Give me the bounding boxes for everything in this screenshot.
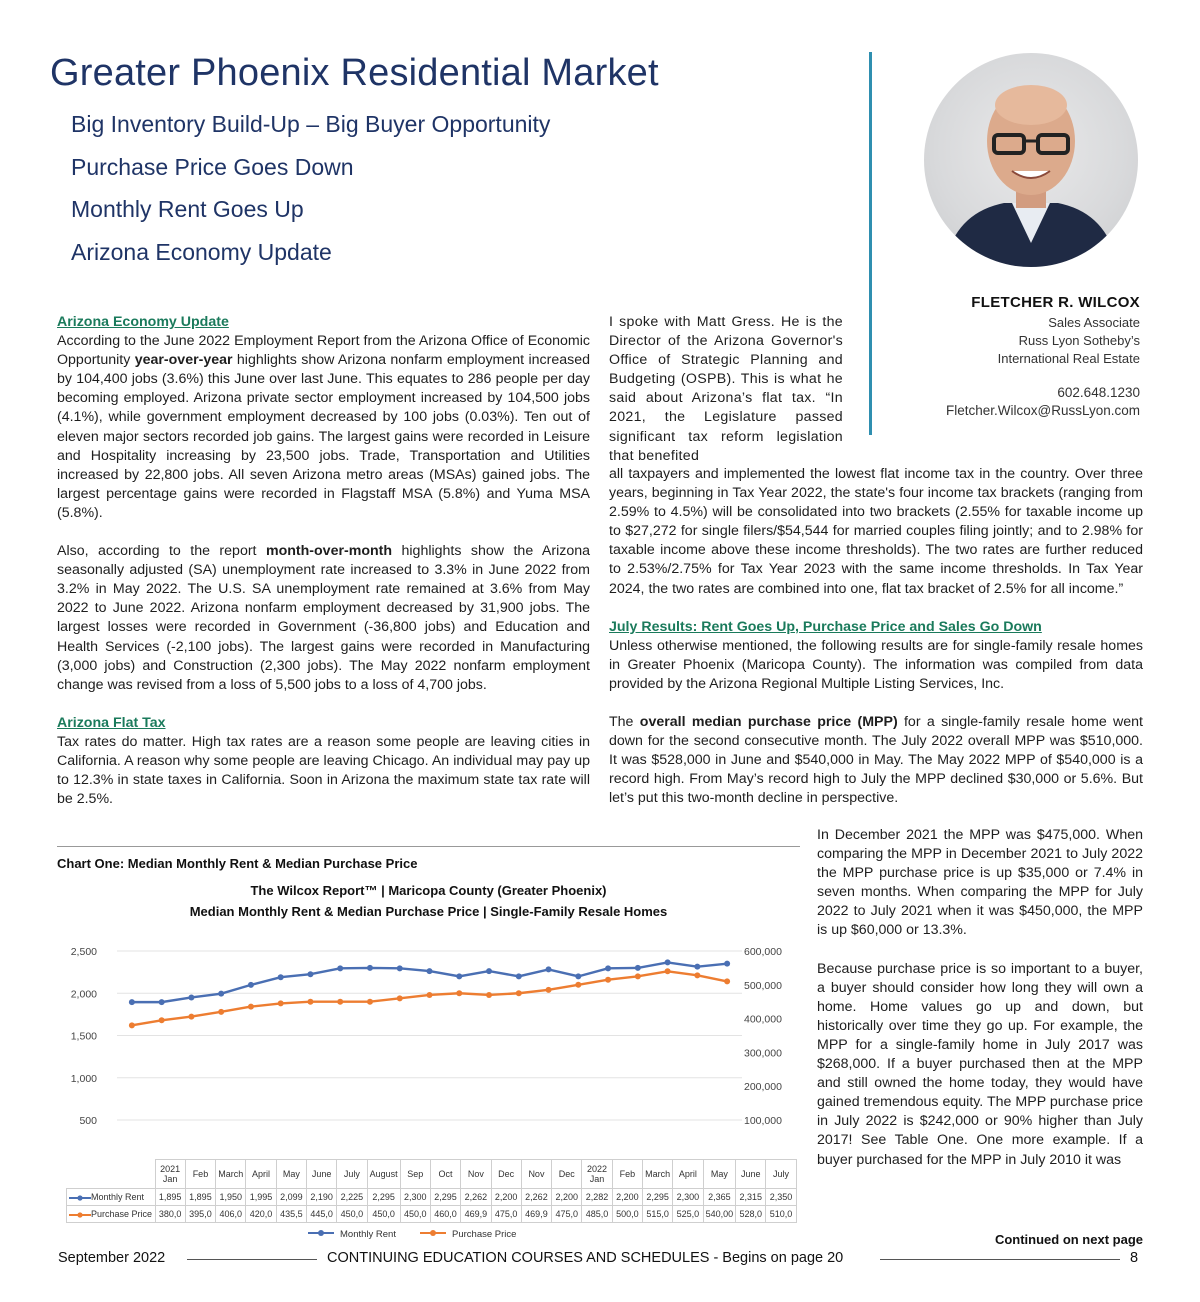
chart-title: The Wilcox Report™ | Maricopa County (Greater Phoenix) <box>250 883 607 898</box>
data-point-monthly-rent <box>605 965 611 971</box>
table-cell: 469,9 <box>521 1206 551 1223</box>
table-cell: 1,995 <box>246 1189 276 1206</box>
section-heading-economy[interactable]: Arizona Economy Update <box>57 314 229 330</box>
table-category-header: July <box>337 1160 367 1189</box>
data-point-monthly-rent <box>188 994 194 1000</box>
table-category-header: June <box>306 1160 336 1189</box>
emphasis-month-over-month: month-over-month <box>265 543 393 560</box>
data-point-monthly-rent <box>397 965 403 971</box>
series-swatch <box>69 1194 91 1202</box>
table-category-header: April <box>246 1160 276 1189</box>
table-cell: 420,0 <box>246 1206 276 1223</box>
table-cell: 450,0 <box>337 1206 367 1223</box>
data-point-monthly-rent <box>367 965 373 971</box>
table-category-header: Sep <box>400 1160 430 1189</box>
table-cell: 510,0 <box>766 1206 796 1223</box>
table-category-header: Dec <box>491 1160 521 1189</box>
data-point-monthly-rent <box>516 973 522 979</box>
data-point-purchase-price <box>724 978 730 984</box>
table-cell: 2,295 <box>430 1189 460 1206</box>
chart-data-table <box>66 1159 797 1223</box>
footer-center-link[interactable]: CONTINUING EDUCATION COURSES AND SCHEDULES - Begins on page 20 <box>327 1250 844 1266</box>
data-point-purchase-price <box>248 1004 254 1010</box>
data-point-purchase-price <box>456 990 462 996</box>
paragraph-tax-quote: all taxpayers and implemented the lowest flat income tax in the country. Over three years, beginning in Tax Year 2022, the state's four income tax brackets (ranging from 2.59% to 4.5%) will be consolidated into two brackets (2.55% for taxable income up to $27,272 for single filers/$54,544 for married couples filing jointly; and to 2.98% for taxable income above these income thresholds). The two rates are further reduced to 2.53%/2.75% for Tax Year 2023 with the same income thresholds. In Tax Year 2024, the two rates are combined into one, flat tax bracket of 2.5% for all income.” <box>609 466 1143 597</box>
right-column-bottom <box>817 826 1143 1170</box>
data-point-monthly-rent <box>575 973 581 979</box>
left-axis-tick: 2,000 <box>70 988 97 1001</box>
data-point-monthly-rent <box>129 999 135 1005</box>
series-line-purchase-price <box>132 971 727 1025</box>
legend-marker <box>430 1230 436 1236</box>
table-corner <box>67 1160 156 1189</box>
table-cell: 528,0 <box>736 1206 766 1223</box>
table-category-header: Nov <box>461 1160 491 1189</box>
data-point-purchase-price <box>546 987 552 993</box>
table-cell: 2,225 <box>337 1189 367 1206</box>
data-point-purchase-price <box>694 972 700 978</box>
table-category-header: April <box>673 1160 703 1189</box>
right-axis-tick: 500,000 <box>744 979 782 992</box>
series-swatch <box>69 1211 91 1219</box>
data-point-purchase-price <box>665 968 671 974</box>
paragraph-text: Also, according to the report <box>57 543 266 560</box>
data-point-purchase-price <box>427 992 433 998</box>
data-point-purchase-price <box>516 990 522 996</box>
table-category-header: Feb <box>185 1160 215 1189</box>
table-cell: 469,9 <box>461 1206 491 1223</box>
table-cell: 485,0 <box>582 1206 612 1223</box>
data-point-purchase-price <box>129 1022 135 1028</box>
data-point-monthly-rent <box>724 961 730 967</box>
table-cell: 435,5 <box>276 1206 306 1223</box>
data-point-monthly-rent <box>337 965 343 971</box>
left-axis-tick: 500 <box>79 1115 97 1127</box>
table-cell: 2,262 <box>461 1189 491 1206</box>
table-category-header: 2022 Jan <box>582 1160 612 1189</box>
table-category-header: August <box>367 1160 400 1189</box>
left-axis-tick: 1,500 <box>70 1030 97 1043</box>
contact-phone[interactable]: 602.648.1230 <box>1057 385 1140 400</box>
paragraph-text: According to the June 2022 Employment Report from the Arizona Office of Economic Opportunity <box>57 333 590 369</box>
contact-role: Sales Associate <box>1048 315 1140 330</box>
chart-subtitle: Median Monthly Rent & Median Purchase Price | Single-Family Resale Homes <box>189 904 668 919</box>
paragraph-text: highlights show Arizona nonfarm employment increased by 104,400 jobs (3.6%) this June over last June. This equates to 286 people per day becoming employed. Arizona private sector employment increased by 104,500 jobs (4.1%), while government employment decreased by 100 jobs (0.03%). Ten out of eleven major sectors recorded job gains. The largest gains were recorded in Leisure and Hospitality increasing by 23,500 jobs. Trade, Transportation and Utilities increased by 22,800 jobs. All seven Arizona metro areas (MSAs) gained jobs. The largest percentage gains were recorded in Flagstaff MSA (5.8%) and Yuma MSA (5.8%). <box>57 352 590 521</box>
right-axis-tick: 400,000 <box>744 1013 782 1026</box>
table-series-name: Purchase Price <box>91 1209 153 1219</box>
data-point-purchase-price <box>218 1009 224 1015</box>
table-category-header: Feb <box>612 1160 642 1189</box>
table-category-header: 2021 Jan <box>155 1160 185 1189</box>
data-point-monthly-rent <box>218 991 224 997</box>
table-category-header: June <box>736 1160 766 1189</box>
paragraph-text: for a single-family resale home went down for the second consecutive month. The July 2022 overall MPP was $510,000. It was $528,000 in June and $540,000 in May. The May 2022 MPP of $540,000 is a record high. From May’s record high to July the MPP declined $30,000 or 5.6%. But let’s put this two-month decline in perspective. <box>609 714 1143 807</box>
table-cell: 450,0 <box>367 1206 400 1223</box>
table-cell: 2,262 <box>521 1189 551 1206</box>
section-heading-july-results[interactable]: July Results: Rent Goes Up, Purchase Price and Sales Go Down <box>609 618 1042 635</box>
contact-name: FLETCHER R. WILCOX <box>971 294 1140 311</box>
data-point-purchase-price <box>367 999 373 1005</box>
chart-data-table-wrap <box>66 1159 797 1223</box>
table-cell: 450,0 <box>400 1206 430 1223</box>
emphasis-year-over-year: year-over-year <box>134 352 233 369</box>
table-cell: 2,099 <box>276 1189 306 1206</box>
contact-card <box>946 294 1140 418</box>
vertical-divider <box>869 52 872 435</box>
author-photo <box>924 53 1138 267</box>
data-point-purchase-price <box>307 999 313 1005</box>
data-point-purchase-price <box>188 1014 194 1020</box>
table-series-label <box>67 1189 156 1206</box>
table-cell: 500,0 <box>612 1206 642 1223</box>
page-number: 8 <box>1130 1250 1139 1266</box>
data-point-purchase-price <box>397 995 403 1001</box>
data-point-monthly-rent <box>486 968 492 974</box>
data-point-monthly-rent <box>159 999 165 1005</box>
data-point-monthly-rent <box>665 959 671 965</box>
left-axis-tick: 1,000 <box>70 1072 97 1085</box>
paragraph-text: The <box>609 714 640 731</box>
table-cell: 475,0 <box>491 1206 521 1223</box>
legend-marker <box>318 1230 324 1236</box>
data-point-monthly-rent <box>307 971 313 977</box>
legend-label: Purchase Price <box>452 1229 517 1240</box>
table-cell: 2,300 <box>400 1189 430 1206</box>
table-category-header: March <box>216 1160 246 1189</box>
table-cell: 2,295 <box>642 1189 672 1206</box>
table-cell: 2,365 <box>703 1189 736 1206</box>
contact-company-2: International Real Estate <box>997 351 1140 366</box>
table-category-header: Nov <box>521 1160 551 1189</box>
contact-company-1: Russ Lyon Sotheby’s <box>1018 333 1140 348</box>
table-cell: 2,190 <box>306 1189 336 1206</box>
table-cell: 460,0 <box>430 1206 460 1223</box>
table-category-header: Oct <box>430 1160 460 1189</box>
table-cell: 380,0 <box>155 1206 185 1223</box>
subhead-monthly-rent: Monthly Rent Goes Up <box>71 196 304 222</box>
table-cell: 395,0 <box>185 1206 215 1223</box>
chart-legend <box>300 1224 560 1242</box>
data-point-purchase-price <box>575 982 581 988</box>
table-cell: 2,200 <box>491 1189 521 1206</box>
table-series-name: Monthly Rent <box>91 1192 145 1202</box>
section-heading-flat-tax[interactable]: Arizona Flat Tax <box>57 714 166 731</box>
footer-date: September 2022 <box>58 1250 166 1266</box>
right-column-main <box>609 465 1143 809</box>
paragraph-mpp-comparison: In December 2021 the MPP was $475,000. When comparing the MPP in December 2021 to July 2022 the MPP purchase price is up $35,000 or 7.4% in seven months. When comparing the MPP for July 2022 to July 2021 when it was $450,000, the MPP is up $60,000 or 13.3%. <box>817 827 1143 939</box>
data-point-purchase-price <box>337 999 343 1005</box>
table-category-header: July <box>766 1160 796 1189</box>
right-axis-tick: 600,000 <box>744 946 782 958</box>
data-point-monthly-rent <box>278 974 284 980</box>
table-cell: 2,315 <box>736 1189 766 1206</box>
table-cell: 406,0 <box>216 1206 246 1223</box>
footer-rule-left <box>187 1259 317 1260</box>
right-column-top: I spoke with Matt Gress. He is the Director of the Arizona Governor's Office of Strategic Planning and Budgeting (OSPB). This is what he said about Arizona’s flat tax. “In 2021, the Legislature passed significant tax reform legislation that benefited <box>609 314 843 464</box>
table-cell: 2,295 <box>367 1189 400 1206</box>
table-category-header: Dec <box>552 1160 582 1189</box>
data-point-purchase-price <box>159 1017 165 1023</box>
table-cell: 475,0 <box>552 1206 582 1223</box>
table-cell: 2,300 <box>673 1189 703 1206</box>
data-point-monthly-rent <box>546 966 552 972</box>
table-cell: 2,282 <box>582 1189 612 1206</box>
table-cell: 540,00 <box>703 1206 736 1223</box>
footer-rule-right <box>880 1259 1120 1260</box>
left-axis-tick: 2,500 <box>70 946 97 958</box>
table-category-header: May <box>703 1160 736 1189</box>
data-point-monthly-rent <box>456 973 462 979</box>
right-axis-tick: 200,000 <box>744 1081 782 1094</box>
subhead-economy: Arizona Economy Update <box>71 239 332 265</box>
data-point-monthly-rent <box>248 982 254 988</box>
subhead-inventory: Big Inventory Build-Up – Big Buyer Opportunity <box>71 111 551 137</box>
right-axis-tick: 300,000 <box>744 1047 782 1060</box>
subhead-purchase-price: Purchase Price Goes Down <box>71 154 354 180</box>
table-cell: 1,895 <box>185 1189 215 1206</box>
data-point-monthly-rent <box>694 964 700 970</box>
table-category-header: March <box>642 1160 672 1189</box>
table-cell: 445,0 <box>306 1206 336 1223</box>
left-column <box>57 313 590 809</box>
table-cell: 1,895 <box>155 1189 185 1206</box>
table-category-header: May <box>276 1160 306 1189</box>
data-point-purchase-price <box>486 992 492 998</box>
emphasis-mpp: overall median purchase price (MPP) <box>639 714 898 731</box>
table-cell: 515,0 <box>642 1206 672 1223</box>
paragraph-text: highlights show the Arizona seasonally adjusted (SA) unemployment rate increased to 3.3% in June 2022 from 3.2% in May 2022. The U.S. SA unemployment rate remained at 3.6% from May 2022 to June 2022. Arizona nonfarm employment decreased by 31,900 jobs. The largest losses were recorded in Government (-36,800 jobs) and Education and Health Services (-2,100 jobs). The largest gains were recorded in Manufacturing (3,000 jobs) and Construction (2,300 jobs). The May 2022 nonfarm employment change was revised from a loss of 5,500 jobs to a loss of 4,700 jobs. <box>57 543 590 693</box>
data-point-purchase-price <box>605 977 611 983</box>
paragraph-equity: Because purchase price is so important to a buyer, a buyer should consider how long they will own a home. Home values go up and down, but historically over time they go up. For example, the MPP for a single-family home in July 2017 was $268,000. If a buyer purchased then at the MPP and still owned the home today, they would have gained tremendous equity. The MPP purchase price in July 2022 is $242,000 or 90% higher than July 2017! See Table One. One more example. If a buyer purchased for the MPP in July 2010 it was <box>817 960 1143 1168</box>
data-point-purchase-price <box>635 973 641 979</box>
portrait-illustration <box>924 53 1138 267</box>
paragraph-data-source: Unless otherwise mentioned, the following results are for single-family resale homes in Greater Phoenix (Maricopa County). The information was compiled from data provided by the Arizona Regional Multiple Listing Services, Inc. <box>609 637 1143 692</box>
chart-divider <box>57 846 800 847</box>
table-cell: 2,350 <box>766 1189 796 1206</box>
right-axis-tick: 100,000 <box>744 1115 782 1127</box>
table-cell: 2,200 <box>612 1189 642 1206</box>
data-point-monthly-rent <box>427 968 433 974</box>
data-point-monthly-rent <box>635 965 641 971</box>
data-point-purchase-price <box>278 1000 284 1006</box>
page-title: Greater Phoenix Residential Market <box>50 52 659 94</box>
paragraph-flat-tax: Tax rates do matter. High tax rates are a reason some people are leaving cities in California. A reason why some people are leaving Chicago. An individual may pay up to 12.3% in state taxes in California. Soon in Arizona the maximum state tax rate will be 2.5%. <box>57 733 590 808</box>
continued-note: Continued on next page <box>994 1232 1143 1247</box>
table-cell: 525,0 <box>673 1206 703 1223</box>
chart-caption: Chart One: Median Monthly Rent & Median Purchase Price <box>57 856 418 871</box>
table-cell: 2,200 <box>552 1189 582 1206</box>
table-cell: 1,950 <box>216 1189 246 1206</box>
line-chart <box>57 935 802 1160</box>
table-series-label <box>67 1206 156 1223</box>
legend-label: Monthly Rent <box>340 1229 396 1240</box>
contact-email[interactable]: Fletcher.Wilcox@RussLyon.com <box>945 403 1140 418</box>
